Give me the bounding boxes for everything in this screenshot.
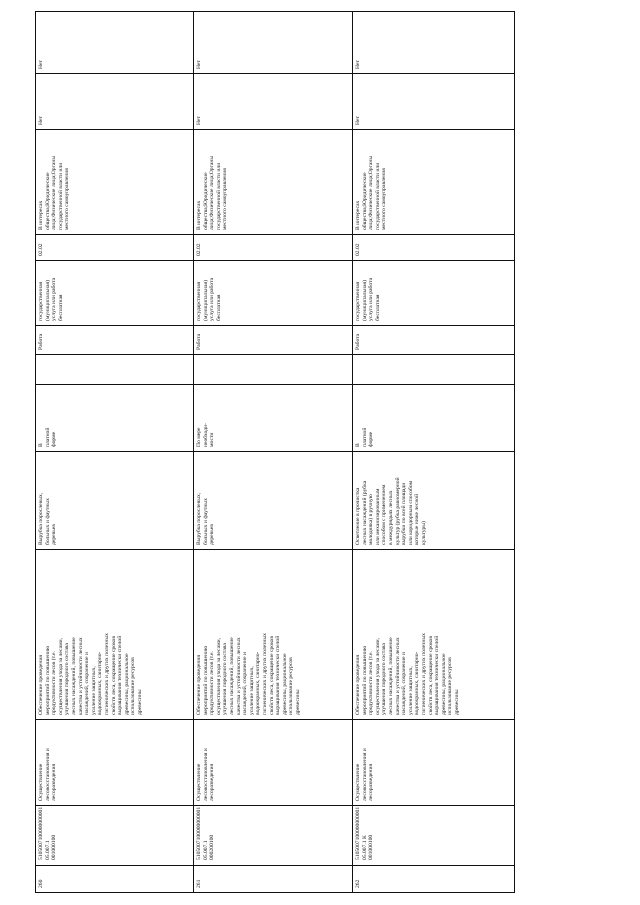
table-border-left [35,11,36,893]
service-description: Обеспечение проведения мероприятий по повышению продуктивности лесов (т.е. осуществления ухода за лесами, улучшения породного состава лесных насаждений, повышение качества и устойчивости лесных насаждений, сохранение и усиление защитных, водоохранных, санитарно- гигиенических и других полезных свойств леса, сокращение сроков выращивания технически спелой древесины, рациональное использование ресурсов древесины [196,633,301,715]
column-separator [35,73,515,74]
service-name: Осуществление лесовосстановления и лесоразведения [355,748,375,801]
okved-code: 02.02 [196,243,202,256]
service-type: Работа [196,333,202,350]
service-type: Работа [38,333,44,350]
service-description: Обеспечение проведения мероприятий по повышению продуктивности лесов (т.е. осуществления ухода за лесами, улучшения породного состава лесных насаждений, повышение качества и устойчивости лесных насаждений, сохранение и усиление защитных, водоохранных, санитарно- гигиенических и других полезных свойств леса, сокращение сроков выращивания технически спелой древесины, рациональное использование ресурсов древесины [38,633,143,715]
regulation-flag: Нет [38,116,44,125]
column-separator [35,865,515,866]
service-category: государственная (муниципальная) услуга или работа бесплатная [38,277,64,321]
column-separator [35,451,515,452]
service-type: Работа [355,333,361,350]
column-separator [35,129,515,130]
service-content: Осветление в прочистка лесных насаждений (рубка молодняка) в ручную или механизированным способом с применением в междурядьях лесных культур (рубка равномерной вырубки по всей площади или коридорным способом которые ниже лесной культуры) [355,477,427,545]
column-separator [35,325,515,326]
row-separator [352,11,353,893]
column-separator [35,719,515,720]
registry-code: 5105007100000000001 05.007.1 000200100 [196,806,216,860]
registry-code: 5105007100000000001 05.007.1 К 001000100 [355,806,375,860]
column-separator [35,805,515,806]
column-separator [35,549,515,550]
column-separator [35,234,515,235]
column-separator [35,384,515,385]
row-number: 262 [355,879,361,888]
service-name: Осуществление лесовосстановления и лесоразведения [38,748,58,801]
service-category: государственная (муниципальная) услуга или работа бесплатная [355,277,381,321]
column-separator [35,354,515,355]
service-content: Вырубка порослевых, больных и фаутных деревьев [38,492,58,545]
row-separator [193,11,194,893]
service-category: государственная (муниципальная) услуга или работа бесплатная [196,277,222,321]
consumers: В интересах общества;Юридические лица;Физические лица;Органы государственной власти или местного самоуправления [38,155,71,230]
row-number: 261 [196,879,202,888]
okved-code: 02.02 [355,243,361,256]
okved-code: 02.02 [38,243,44,256]
service-content: Вырубка порослевых, больных и фаутных деревьев [196,492,216,545]
consumers: В интересах общества;Юридические лица;Физические лица;Органы государственной власти или местного самоуправления [196,155,229,230]
delivery-form: По мере необходи- мости [196,423,216,447]
regulation-flag: Нет [38,60,44,69]
table-border-bottom [35,892,515,893]
regulation-flag: Нет [355,116,361,125]
table-border-top [35,11,515,12]
table-border-right [514,11,515,893]
regulation-flag: Нет [196,60,202,69]
service-description: Обеспечение проведения мероприятий по повышению продуктивности лесов (т.е. осуществления ухода за лесами, улучшения породного состава лесных насаждений, повышение качества и устойчивости лесных насаждений, сохранение и усиление защитных, водоохранных, санитарно- гигиенических и других полезных свойств леса, сокращение сроков выращивания технически спелой древесины, рациональное использование ресурсов древесины [355,633,460,715]
column-separator [35,260,515,261]
service-name: Осуществление лесовосстановления и лесоразведения [196,748,216,801]
regulation-flag: Нет [196,116,202,125]
delivery-form: В платной форме [355,427,375,447]
consumers: В интересах общества;Юридические лица;Физические лица;Органы государственной власти или местного самоуправления [355,155,388,230]
delivery-form: В платной форме [38,427,58,447]
registry-code: 5105007100000000001 05.007.1 001000100 [38,806,58,860]
regulation-flag: Нет [355,60,361,69]
row-number: 260 [38,879,44,888]
